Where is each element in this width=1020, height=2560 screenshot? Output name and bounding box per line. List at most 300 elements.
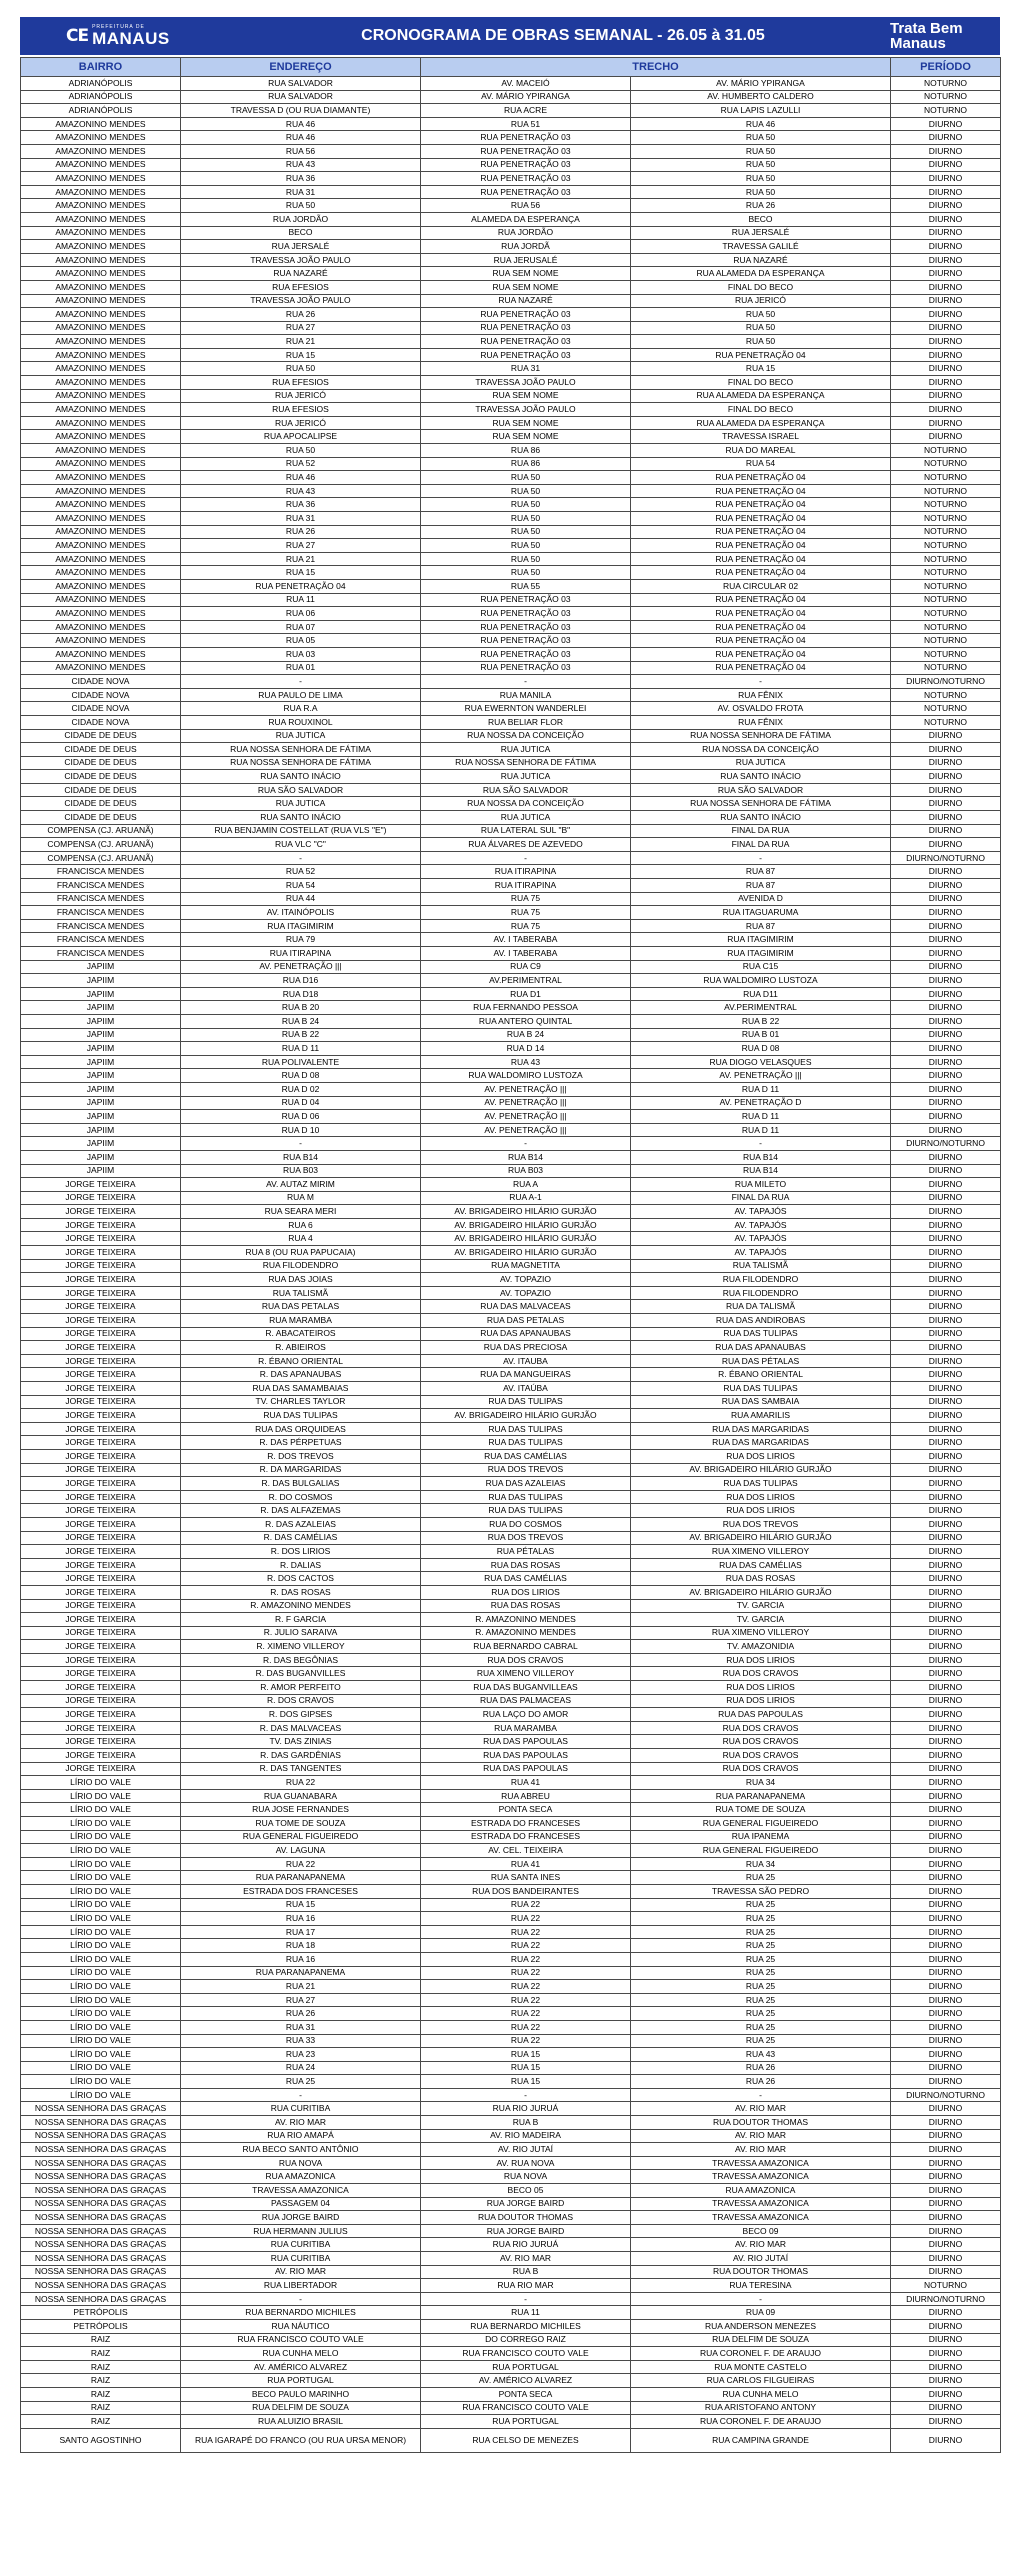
table-row	[21, 579, 1001, 593]
trecho-end-cell: RUA CORONEL F. DE ARAUJO	[631, 2347, 891, 2361]
periodo-cell: DIURNO	[891, 906, 1001, 920]
trecho-end-cell: RUA 50	[631, 158, 891, 172]
bairro-cell: LÍRIO DO VALE	[21, 1939, 181, 1953]
endereco-cell: RUA TOME DE SOUZA	[181, 1817, 421, 1831]
trecho-end-cell: RUA CORONEL F. DE ARAUJO	[631, 2415, 891, 2429]
trecho-start-cell: RUA FRANCISCO COUTO VALE	[421, 2401, 631, 2415]
bairro-cell: NOSSA SENHORA DAS GRAÇAS	[21, 2197, 181, 2211]
trecho-start-cell: RUA DOS BANDEIRANTES	[421, 1884, 631, 1898]
trecho-start-cell: RUA B03	[421, 1164, 631, 1178]
trecho-end-cell: RUA C15	[631, 960, 891, 974]
periodo-cell: DIURNO	[891, 919, 1001, 933]
bairro-cell: AMAZONINO MENDES	[21, 131, 181, 145]
trecho-end-cell: RUA ITAGIMIRIM	[631, 933, 891, 947]
table-row	[21, 2360, 1001, 2374]
periodo-cell: DIURNO	[891, 987, 1001, 1001]
endereco-cell: R. F GARCIA	[181, 1613, 421, 1627]
trecho-end-cell: RUA 25	[631, 2020, 891, 2034]
bairro-cell: JORGE TEIXEIRA	[21, 1599, 181, 1613]
endereco-cell: R. JULIO SARAIVA	[181, 1626, 421, 1640]
trecho-start-cell: RUA 50	[421, 512, 631, 526]
trecho-start-cell: RUA 41	[421, 1857, 631, 1871]
table-row	[21, 512, 1001, 526]
periodo-cell: DIURNO	[891, 2306, 1001, 2320]
endereco-cell: RUA CURITIBA	[181, 2238, 421, 2252]
bairro-cell: AMAZONINO MENDES	[21, 362, 181, 376]
periodo-cell: DIURNO	[891, 1817, 1001, 1831]
bairro-cell: LÍRIO DO VALE	[21, 1884, 181, 1898]
endereco-cell: RUA GENERAL FIGUEIREDO	[181, 1830, 421, 1844]
trecho-start-cell: AV. BRIGADEIRO HILÁRIO GURJÃO	[421, 1218, 631, 1232]
endereco-cell: RUA DAS SAMAMBAIAS	[181, 1382, 421, 1396]
endereco-cell: R. DOS CRAVOS	[181, 1694, 421, 1708]
table-header-row	[21, 58, 1001, 77]
table-row	[21, 1395, 1001, 1409]
periodo-cell: DIURNO	[891, 838, 1001, 852]
logo-city-text: MANAUS	[92, 29, 170, 48]
bairro-cell: LÍRIO DO VALE	[21, 2020, 181, 2034]
trecho-end-cell: RUA 25	[631, 1952, 891, 1966]
trecho-start-cell: RUA SEM NOME	[421, 389, 631, 403]
trecho-end-cell: RUA XIMENO VILLEROY	[631, 1626, 891, 1640]
trecho-end-cell: RUA CUNHA MELO	[631, 2387, 891, 2401]
trecho-start-cell: RUA PENETRAÇÃO 03	[421, 634, 631, 648]
trecho-end-cell: RUA PENETRAÇÃO 04	[631, 498, 891, 512]
trecho-end-cell: RUA AMARILIS	[631, 1409, 891, 1423]
bairro-cell: COMPENSA (CJ. ARUANÃ)	[21, 824, 181, 838]
trecho-start-cell: RUA 86	[421, 444, 631, 458]
table-row	[21, 2265, 1001, 2279]
trecho-end-cell: RUA FÊNIX	[631, 715, 891, 729]
trecho-end-cell: RUA DAS ROSAS	[631, 1572, 891, 1586]
trecho-end-cell: AV. TAPAJÓS	[631, 1205, 891, 1219]
bairro-cell: LÍRIO DO VALE	[21, 2034, 181, 2048]
trecho-end-cell: RUA DOS LIRIOS	[631, 1490, 891, 1504]
periodo-cell: DIURNO	[891, 185, 1001, 199]
endereco-cell: RUA SANTO INÁCIO	[181, 811, 421, 825]
table-row	[21, 620, 1001, 634]
trecho-end-cell: TV. GARCIA	[631, 1613, 891, 1627]
endereco-cell: RUA JOSE FERNANDES	[181, 1803, 421, 1817]
table-row	[21, 824, 1001, 838]
endereco-cell: RUA CURITIBA	[181, 2102, 421, 2116]
periodo-cell: DIURNO	[891, 1055, 1001, 1069]
table-row	[21, 2170, 1001, 2184]
table-row	[21, 919, 1001, 933]
trecho-start-cell: AV. BRIGADEIRO HILÁRIO GURJÃO	[421, 1246, 631, 1260]
trecho-end-cell: -	[631, 1137, 891, 1151]
trecho-start-cell: RUA RIO JURUÁ	[421, 2102, 631, 2116]
column-header-periodo: PERÍODO	[891, 58, 1001, 77]
periodo-cell: DIURNO	[891, 2129, 1001, 2143]
endereco-cell: RUA SALVADOR	[181, 90, 421, 104]
bairro-cell: JORGE TEIXEIRA	[21, 1490, 181, 1504]
trecho-end-cell: TRAVESSA AMAZONICA	[631, 2211, 891, 2225]
periodo-cell: DIURNO	[891, 1871, 1001, 1885]
bairro-cell: LÍRIO DO VALE	[21, 1966, 181, 1980]
table-row	[21, 865, 1001, 879]
trecho-end-cell: FINAL DA RUA	[631, 824, 891, 838]
trecho-end-cell: RUA D 11	[631, 1123, 891, 1137]
bairro-cell: COMPENSA (CJ. ARUANÃ)	[21, 838, 181, 852]
table-row	[21, 321, 1001, 335]
endereco-cell: R. DAS PÉRPETUAS	[181, 1436, 421, 1450]
trecho-end-cell: RUA B 01	[631, 1028, 891, 1042]
logo-mark-icon: CE	[66, 26, 89, 46]
bairro-cell: RAIZ	[21, 2360, 181, 2374]
trecho-start-cell: RUA RIO JURUÁ	[421, 2238, 631, 2252]
endereco-cell: RUA 15	[181, 566, 421, 580]
endereco-cell: AV. RIO MAR	[181, 2265, 421, 2279]
endereco-cell: RUA 15	[181, 348, 421, 362]
periodo-cell: NOTURNO	[891, 498, 1001, 512]
table-row	[21, 2292, 1001, 2306]
bairro-cell: AMAZONINO MENDES	[21, 389, 181, 403]
table-row	[21, 947, 1001, 961]
slogan-logo: Trata Bem Manaus	[890, 20, 963, 52]
trecho-start-cell: AV. TOPAZIO	[421, 1286, 631, 1300]
bairro-cell: JORGE TEIXEIRA	[21, 1477, 181, 1491]
trecho-end-cell: RUA ALAMEDA DA ESPERANÇA	[631, 389, 891, 403]
trecho-start-cell: RUA DAS AZALEIAS	[421, 1477, 631, 1491]
periodo-cell: DIURNO	[891, 2252, 1001, 2266]
periodo-cell: DIURNO	[891, 892, 1001, 906]
trecho-end-cell: RUA PENETRAÇÃO 04	[631, 593, 891, 607]
trecho-end-cell: RUA PENETRAÇÃO 04	[631, 348, 891, 362]
bairro-cell: AMAZONINO MENDES	[21, 416, 181, 430]
trecho-end-cell: AV. BRIGADEIRO HILÁRIO GURJÃO	[631, 1585, 891, 1599]
periodo-cell: DIURNO	[891, 783, 1001, 797]
bairro-cell: JORGE TEIXEIRA	[21, 1273, 181, 1287]
periodo-cell: DIURNO	[891, 1721, 1001, 1735]
trecho-start-cell: RUA SEM NOME	[421, 430, 631, 444]
trecho-start-cell: RUA 22	[421, 1898, 631, 1912]
trecho-end-cell: RUA NOSSA SENHORA DE FÁTIMA	[631, 797, 891, 811]
bairro-cell: AMAZONINO MENDES	[21, 620, 181, 634]
endereco-cell: RUA 8 (OU RUA PAPUCAIA)	[181, 1246, 421, 1260]
schedule-table	[20, 57, 1001, 2453]
endereco-cell: RUA LIBERTADOR	[181, 2279, 421, 2293]
bairro-cell: JAPIIM	[21, 1150, 181, 1164]
table-row	[21, 566, 1001, 580]
periodo-cell: DIURNO	[891, 1803, 1001, 1817]
endereco-cell: RUA D 04	[181, 1096, 421, 1110]
endereco-cell: RUA ITAGIMIRIM	[181, 919, 421, 933]
periodo-cell: DIURNO	[891, 389, 1001, 403]
trecho-end-cell: FINAL DA RUA	[631, 1191, 891, 1205]
periodo-cell: DIURNO	[891, 2061, 1001, 2075]
trecho-start-cell: RUA 50	[421, 471, 631, 485]
endereco-cell: RUA 27	[181, 539, 421, 553]
trecho-start-cell: RUA PENETRAÇÃO 03	[421, 144, 631, 158]
trecho-start-cell: RUA DAS MALVACEAS	[421, 1300, 631, 1314]
trecho-end-cell: RUA PENETRAÇÃO 04	[631, 471, 891, 485]
table-row	[21, 280, 1001, 294]
trecho-end-cell: AV. OSVALDO FROTA	[631, 702, 891, 716]
table-row	[21, 1273, 1001, 1287]
periodo-cell: DIURNO	[891, 933, 1001, 947]
bairro-cell: JAPIIM	[21, 1164, 181, 1178]
bairro-cell: CIDADE DE DEUS	[21, 783, 181, 797]
trecho-start-cell: RUA B 24	[421, 1028, 631, 1042]
trecho-end-cell: TRAVESSA GALILÉ	[631, 240, 891, 254]
trecho-start-cell: RUA NOSSA DA CONCEIÇÃO	[421, 729, 631, 743]
periodo-cell: DIURNO	[891, 1150, 1001, 1164]
endereco-cell: AV. AMÉRICO ALVAREZ	[181, 2360, 421, 2374]
periodo-cell: DIURNO	[891, 729, 1001, 743]
endereco-cell: R. ÉBANO ORIENTAL	[181, 1354, 421, 1368]
table-row	[21, 770, 1001, 784]
trecho-end-cell: TRAVESSA SÃO PEDRO	[631, 1884, 891, 1898]
table-row	[21, 1640, 1001, 1654]
periodo-cell: DIURNO	[891, 2224, 1001, 2238]
bairro-cell: NOSSA SENHORA DAS GRAÇAS	[21, 2129, 181, 2143]
trecho-start-cell: RUA 50	[421, 484, 631, 498]
trecho-start-cell: AV. I TABERABA	[421, 947, 631, 961]
trecho-start-cell: AV. ITAÚBA	[421, 1382, 631, 1396]
bairro-cell: NOSSA SENHORA DAS GRAÇAS	[21, 2184, 181, 2198]
table-row	[21, 688, 1001, 702]
periodo-cell: DIURNO/NOTURNO	[891, 675, 1001, 689]
endereco-cell: RUA JERICÓ	[181, 389, 421, 403]
endereco-cell: RUA 52	[181, 865, 421, 879]
trecho-end-cell: RUA 54	[631, 457, 891, 471]
bairro-cell: NOSSA SENHORA DAS GRAÇAS	[21, 2292, 181, 2306]
table-row	[21, 2102, 1001, 2116]
trecho-end-cell: RUA NOSSA SENHORA DE FÁTIMA	[631, 729, 891, 743]
endereco-cell: RUA EFESIOS	[181, 376, 421, 390]
periodo-cell: DIURNO	[891, 2143, 1001, 2157]
trecho-end-cell: RUA PENETRAÇÃO 04	[631, 512, 891, 526]
bairro-cell: JAPIIM	[21, 1082, 181, 1096]
periodo-cell: DIURNO	[891, 2211, 1001, 2225]
trecho-start-cell: RUA JUTICA	[421, 743, 631, 757]
table-row	[21, 1762, 1001, 1776]
bairro-cell: JORGE TEIXEIRA	[21, 1735, 181, 1749]
trecho-start-cell: RUA LAÇO DO AMOR	[421, 1708, 631, 1722]
periodo-cell: DIURNO	[891, 1368, 1001, 1382]
periodo-cell: DIURNO	[891, 1830, 1001, 1844]
table-body	[21, 77, 1001, 2453]
table-row	[21, 1463, 1001, 1477]
table-row	[21, 1789, 1001, 1803]
trecho-end-cell: RUA 34	[631, 1776, 891, 1790]
endereco-cell: RUA ALUIZIO BRASIL	[181, 2415, 421, 2429]
endereco-cell: RUA 24	[181, 2061, 421, 2075]
table-row	[21, 525, 1001, 539]
table-row	[21, 661, 1001, 675]
bairro-cell: JORGE TEIXEIRA	[21, 1259, 181, 1273]
bairro-cell: LÍRIO DO VALE	[21, 1980, 181, 1994]
periodo-cell: DIURNO	[891, 756, 1001, 770]
bairro-cell: AMAZONINO MENDES	[21, 593, 181, 607]
trecho-start-cell: RUA PÉTALAS	[421, 1545, 631, 1559]
trecho-end-cell: RUA 25	[631, 2034, 891, 2048]
periodo-cell: DIURNO	[891, 811, 1001, 825]
trecho-start-cell: RUA 50	[421, 539, 631, 553]
periodo-cell: DIURNO	[891, 2415, 1001, 2429]
table-row	[21, 960, 1001, 974]
table-row	[21, 715, 1001, 729]
table-row	[21, 1001, 1001, 1015]
periodo-cell: DIURNO	[891, 2387, 1001, 2401]
trecho-end-cell: RUA DOS LIRIOS	[631, 1504, 891, 1518]
endereco-cell: RUA BECO SANTO ANTÔNIO	[181, 2143, 421, 2157]
endereco-cell: RUA DAS PETALAS	[181, 1300, 421, 1314]
periodo-cell: DIURNO	[891, 1708, 1001, 1722]
endereco-cell: RUA 36	[181, 498, 421, 512]
bairro-cell: AMAZONINO MENDES	[21, 539, 181, 553]
table-row	[21, 933, 1001, 947]
table-row	[21, 2020, 1001, 2034]
trecho-end-cell: RUA DAS TULIPAS	[631, 1327, 891, 1341]
table-row	[21, 1613, 1001, 1627]
endereco-cell: RUA 26	[181, 525, 421, 539]
table-row	[21, 2075, 1001, 2089]
trecho-start-cell: RUA PENETRAÇÃO 03	[421, 607, 631, 621]
trecho-end-cell: RUA DOUTOR THOMAS	[631, 2265, 891, 2279]
trecho-start-cell: PONTA SECA	[421, 2387, 631, 2401]
periodo-cell: NOTURNO	[891, 539, 1001, 553]
bairro-cell: AMAZONINO MENDES	[21, 253, 181, 267]
trecho-start-cell: RUA 31	[421, 362, 631, 376]
trecho-end-cell: RUA FILODENDRO	[631, 1286, 891, 1300]
trecho-start-cell: RUA DAS PAPOULAS	[421, 1735, 631, 1749]
bairro-cell: AMAZONINO MENDES	[21, 430, 181, 444]
trecho-start-cell: AV. TOPAZIO	[421, 1273, 631, 1287]
bairro-cell: CIDADE DE DEUS	[21, 743, 181, 757]
trecho-end-cell: AV. PENETRAÇÃO D	[631, 1096, 891, 1110]
bairro-cell: LÍRIO DO VALE	[21, 2061, 181, 2075]
endereco-cell: RUA 16	[181, 1912, 421, 1926]
periodo-cell: DIURNO	[891, 1314, 1001, 1328]
trecho-start-cell: RUA DA MANGUEIRAS	[421, 1368, 631, 1382]
table-row	[21, 1735, 1001, 1749]
bairro-cell: JORGE TEIXEIRA	[21, 1613, 181, 1627]
trecho-start-cell: AV. PENETRAÇÃO |||	[421, 1096, 631, 1110]
trecho-end-cell: AV. BRIGADEIRO HILÁRIO GURJÃO	[631, 1463, 891, 1477]
table-row	[21, 797, 1001, 811]
endereco-cell: RUA 46	[181, 131, 421, 145]
trecho-start-cell: RUA JUTICA	[421, 770, 631, 784]
trecho-start-cell: RUA DAS PALMACEAS	[421, 1694, 631, 1708]
trecho-start-cell: AV. BRIGADEIRO HILÁRIO GURJÃO	[421, 1409, 631, 1423]
trecho-start-cell: RUA SANTA INES	[421, 1871, 631, 1885]
logo-small-text: PREFEITURA DE	[92, 24, 145, 30]
trecho-start-cell: RUA PENETRAÇÃO 03	[421, 348, 631, 362]
endereco-cell: RUA 27	[181, 321, 421, 335]
trecho-end-cell: RUA DAS SAMBAIA	[631, 1395, 891, 1409]
endereco-cell: RUA EFESIOS	[181, 280, 421, 294]
table-row	[21, 1952, 1001, 1966]
endereco-cell: R. DA MARGARIDAS	[181, 1463, 421, 1477]
trecho-start-cell: RUA 22	[421, 1980, 631, 1994]
bairro-cell: ADRIANÓPOLIS	[21, 104, 181, 118]
trecho-end-cell: RUA DAS TULIPAS	[631, 1382, 891, 1396]
trecho-end-cell: RUA DELFIM DE SOUZA	[631, 2333, 891, 2347]
endereco-cell: RUA PARANAPANEMA	[181, 1871, 421, 1885]
endereco-cell: RUA JORDÃO	[181, 212, 421, 226]
trecho-end-cell: RUA 26	[631, 2075, 891, 2089]
endereco-cell: RUA ITIRAPINA	[181, 947, 421, 961]
table-row	[21, 1517, 1001, 1531]
trecho-start-cell: RUA DOUTOR THOMAS	[421, 2211, 631, 2225]
periodo-cell: DIURNO	[891, 348, 1001, 362]
trecho-start-cell: RUA PENETRAÇÃO 03	[421, 158, 631, 172]
periodo-cell: DIURNO	[891, 1205, 1001, 1219]
trecho-end-cell: RUA DAS TULIPAS	[631, 1477, 891, 1491]
trecho-end-cell: AV. RIO MAR	[631, 2102, 891, 2116]
endereco-cell: RUA B14	[181, 1150, 421, 1164]
periodo-cell: DIURNO	[891, 1884, 1001, 1898]
table-row	[21, 1449, 1001, 1463]
bairro-cell: NOSSA SENHORA DAS GRAÇAS	[21, 2224, 181, 2238]
endereco-cell: RUA B 20	[181, 1001, 421, 1015]
trecho-start-cell: RUA MAGNETITA	[421, 1259, 631, 1273]
bairro-cell: AMAZONINO MENDES	[21, 240, 181, 254]
endereco-cell: RUA 44	[181, 892, 421, 906]
periodo-cell: NOTURNO	[891, 647, 1001, 661]
table-row	[21, 1708, 1001, 1722]
endereco-cell: RUA D 11	[181, 1042, 421, 1056]
bairro-cell: JORGE TEIXEIRA	[21, 1762, 181, 1776]
endereco-cell: TRAVESSA AMAZONICA	[181, 2184, 421, 2198]
endereco-cell: RUA 21	[181, 335, 421, 349]
bairro-cell: LÍRIO DO VALE	[21, 2048, 181, 2062]
periodo-cell: DIURNO	[891, 797, 1001, 811]
trecho-start-cell: RUA NOSSA SENHORA DE FÁTIMA	[421, 756, 631, 770]
endereco-cell: RUA 33	[181, 2034, 421, 2048]
bairro-cell: AMAZONINO MENDES	[21, 457, 181, 471]
bairro-cell: LÍRIO DO VALE	[21, 2088, 181, 2102]
bairro-cell: AMAZONINO MENDES	[21, 212, 181, 226]
periodo-cell: NOTURNO	[891, 2279, 1001, 2293]
bairro-cell: RAIZ	[21, 2401, 181, 2415]
trecho-start-cell: RUA DOS LIRIOS	[421, 1585, 631, 1599]
bairro-cell: JORGE TEIXEIRA	[21, 1300, 181, 1314]
periodo-cell: DIURNO	[891, 1585, 1001, 1599]
trecho-end-cell: RUA GENERAL FIGUEIREDO	[631, 1817, 891, 1831]
trecho-start-cell: AV. PENETRAÇÃO |||	[421, 1123, 631, 1137]
bairro-cell: JORGE TEIXEIRA	[21, 1572, 181, 1586]
trecho-end-cell: RUA DIOGO VELASQUES	[631, 1055, 891, 1069]
trecho-start-cell: R. AMAZONINO MENDES	[421, 1613, 631, 1627]
bairro-cell: JORGE TEIXEIRA	[21, 1191, 181, 1205]
trecho-end-cell: RUA DA TALISMÃ	[631, 1300, 891, 1314]
trecho-end-cell: RUA 43	[631, 2048, 891, 2062]
endereco-cell: RUA NOSSA SENHORA DE FÁTIMA	[181, 756, 421, 770]
trecho-end-cell: -	[631, 851, 891, 865]
trecho-end-cell: RUA DOS LIRIOS	[631, 1694, 891, 1708]
table-row	[21, 1925, 1001, 1939]
table-row	[21, 783, 1001, 797]
trecho-end-cell: RUA XIMENO VILLEROY	[631, 1545, 891, 1559]
trecho-end-cell: RUA PENETRAÇÃO 04	[631, 647, 891, 661]
endereco-cell: RUA D18	[181, 987, 421, 1001]
bairro-cell: JAPIIM	[21, 974, 181, 988]
periodo-cell: DIURNO	[891, 1001, 1001, 1015]
table-row	[21, 2401, 1001, 2415]
endereco-cell: RUA 46	[181, 471, 421, 485]
periodo-cell: DIURNO	[891, 2197, 1001, 2211]
table-row	[21, 2088, 1001, 2102]
table-row	[21, 1980, 1001, 1994]
trecho-end-cell: RUA LAPIS LAZULLI	[631, 104, 891, 118]
endereco-cell: R. AMOR PERFEITO	[181, 1681, 421, 1695]
trecho-start-cell: RUA JORGE BAIRD	[421, 2224, 631, 2238]
trecho-end-cell: RUA 34	[631, 1857, 891, 1871]
endereco-cell: RUA VLC "C"	[181, 838, 421, 852]
